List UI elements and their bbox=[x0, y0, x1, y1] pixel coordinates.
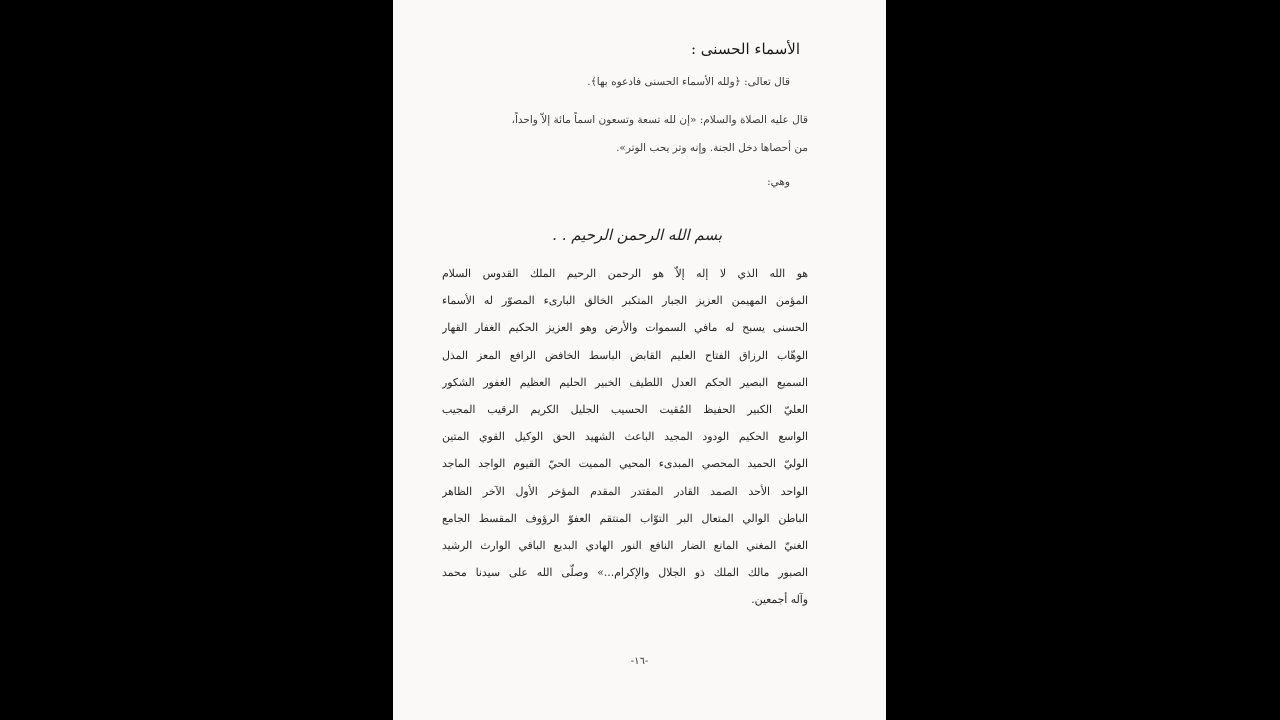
names-line: الغنيّ المغني المانع الضار النافع النور الهادي البديع الباقي الوارث الرشيد bbox=[442, 538, 808, 552]
page-number: -١٦- bbox=[630, 656, 649, 667]
page-heading: الأسماء الحسنى : bbox=[690, 40, 800, 58]
names-line: الواحد الأحد الصمد القادر المقتدر المقدم المؤخر الأول الآخر الظاهر bbox=[442, 484, 808, 498]
hadith-line-1: قال عليه الصلاة والسلام: «إن لله تسعة وتسعون اسماً مائة إلاّ واحداً، bbox=[511, 114, 808, 126]
names-line: المؤمن المهيمن العزيز الجبار المتكبر الخالق البارىء المصوّر له الأسماء bbox=[442, 294, 808, 308]
intro-line: وهي: bbox=[767, 176, 790, 188]
names-line: الوهّاب الرزاق الفتاح العليم القابض الباسط الخافض الرافع المعز المذل bbox=[442, 348, 808, 362]
names-line: وآله أجمعين. bbox=[751, 593, 808, 607]
scanned-page bbox=[393, 0, 886, 720]
verse-line: قال تعالى: ﴿ولله الأسماء الحسنى فادعوه بها﴾. bbox=[587, 76, 790, 88]
names-line: الحسنى يسبح له مافي السموات والأرض وهو العزيز الحكيم الغفار القهار bbox=[442, 321, 808, 335]
names-line: الباطن الوالي المتعال البر التوّاب المنتقم العفوّ الرؤوف المقسط الجامع bbox=[442, 511, 808, 525]
names-line: هو الله الذي لا إله إلاّ هو الرحمن الرحيم الملك القدوس السلام bbox=[442, 267, 808, 280]
divine-names-paragraph bbox=[442, 263, 808, 616]
names-line: السميع البصير الحكم العدل اللطيف الخبير الحليم العظيم الغفور الشكور bbox=[442, 375, 808, 389]
names-line: العليّ الكبير الحفيظ المُقيت الحسيب الجليل الكريم الرقيب المجيب bbox=[442, 402, 808, 416]
names-line: الصبور مالك الملك ذو الجلال والإكرام...» وصلّى الله على سيدنا محمد bbox=[442, 566, 808, 580]
names-line: الوليّ الحميد المحصي المبدىء المحيي المميت الحيّ القيوم الواجد الماجد bbox=[442, 457, 808, 471]
hadith-line-2: من أحصاها دخل الجنة. وإنه وتر يحب الوتر». bbox=[616, 142, 808, 154]
names-line: الواسع الحكيم الودود المجيد الباعث الشهيد الحق الوكيل القوي المتين bbox=[442, 430, 808, 444]
basmala-line: بسم الله الرحمن الرحيم . . bbox=[552, 226, 722, 244]
